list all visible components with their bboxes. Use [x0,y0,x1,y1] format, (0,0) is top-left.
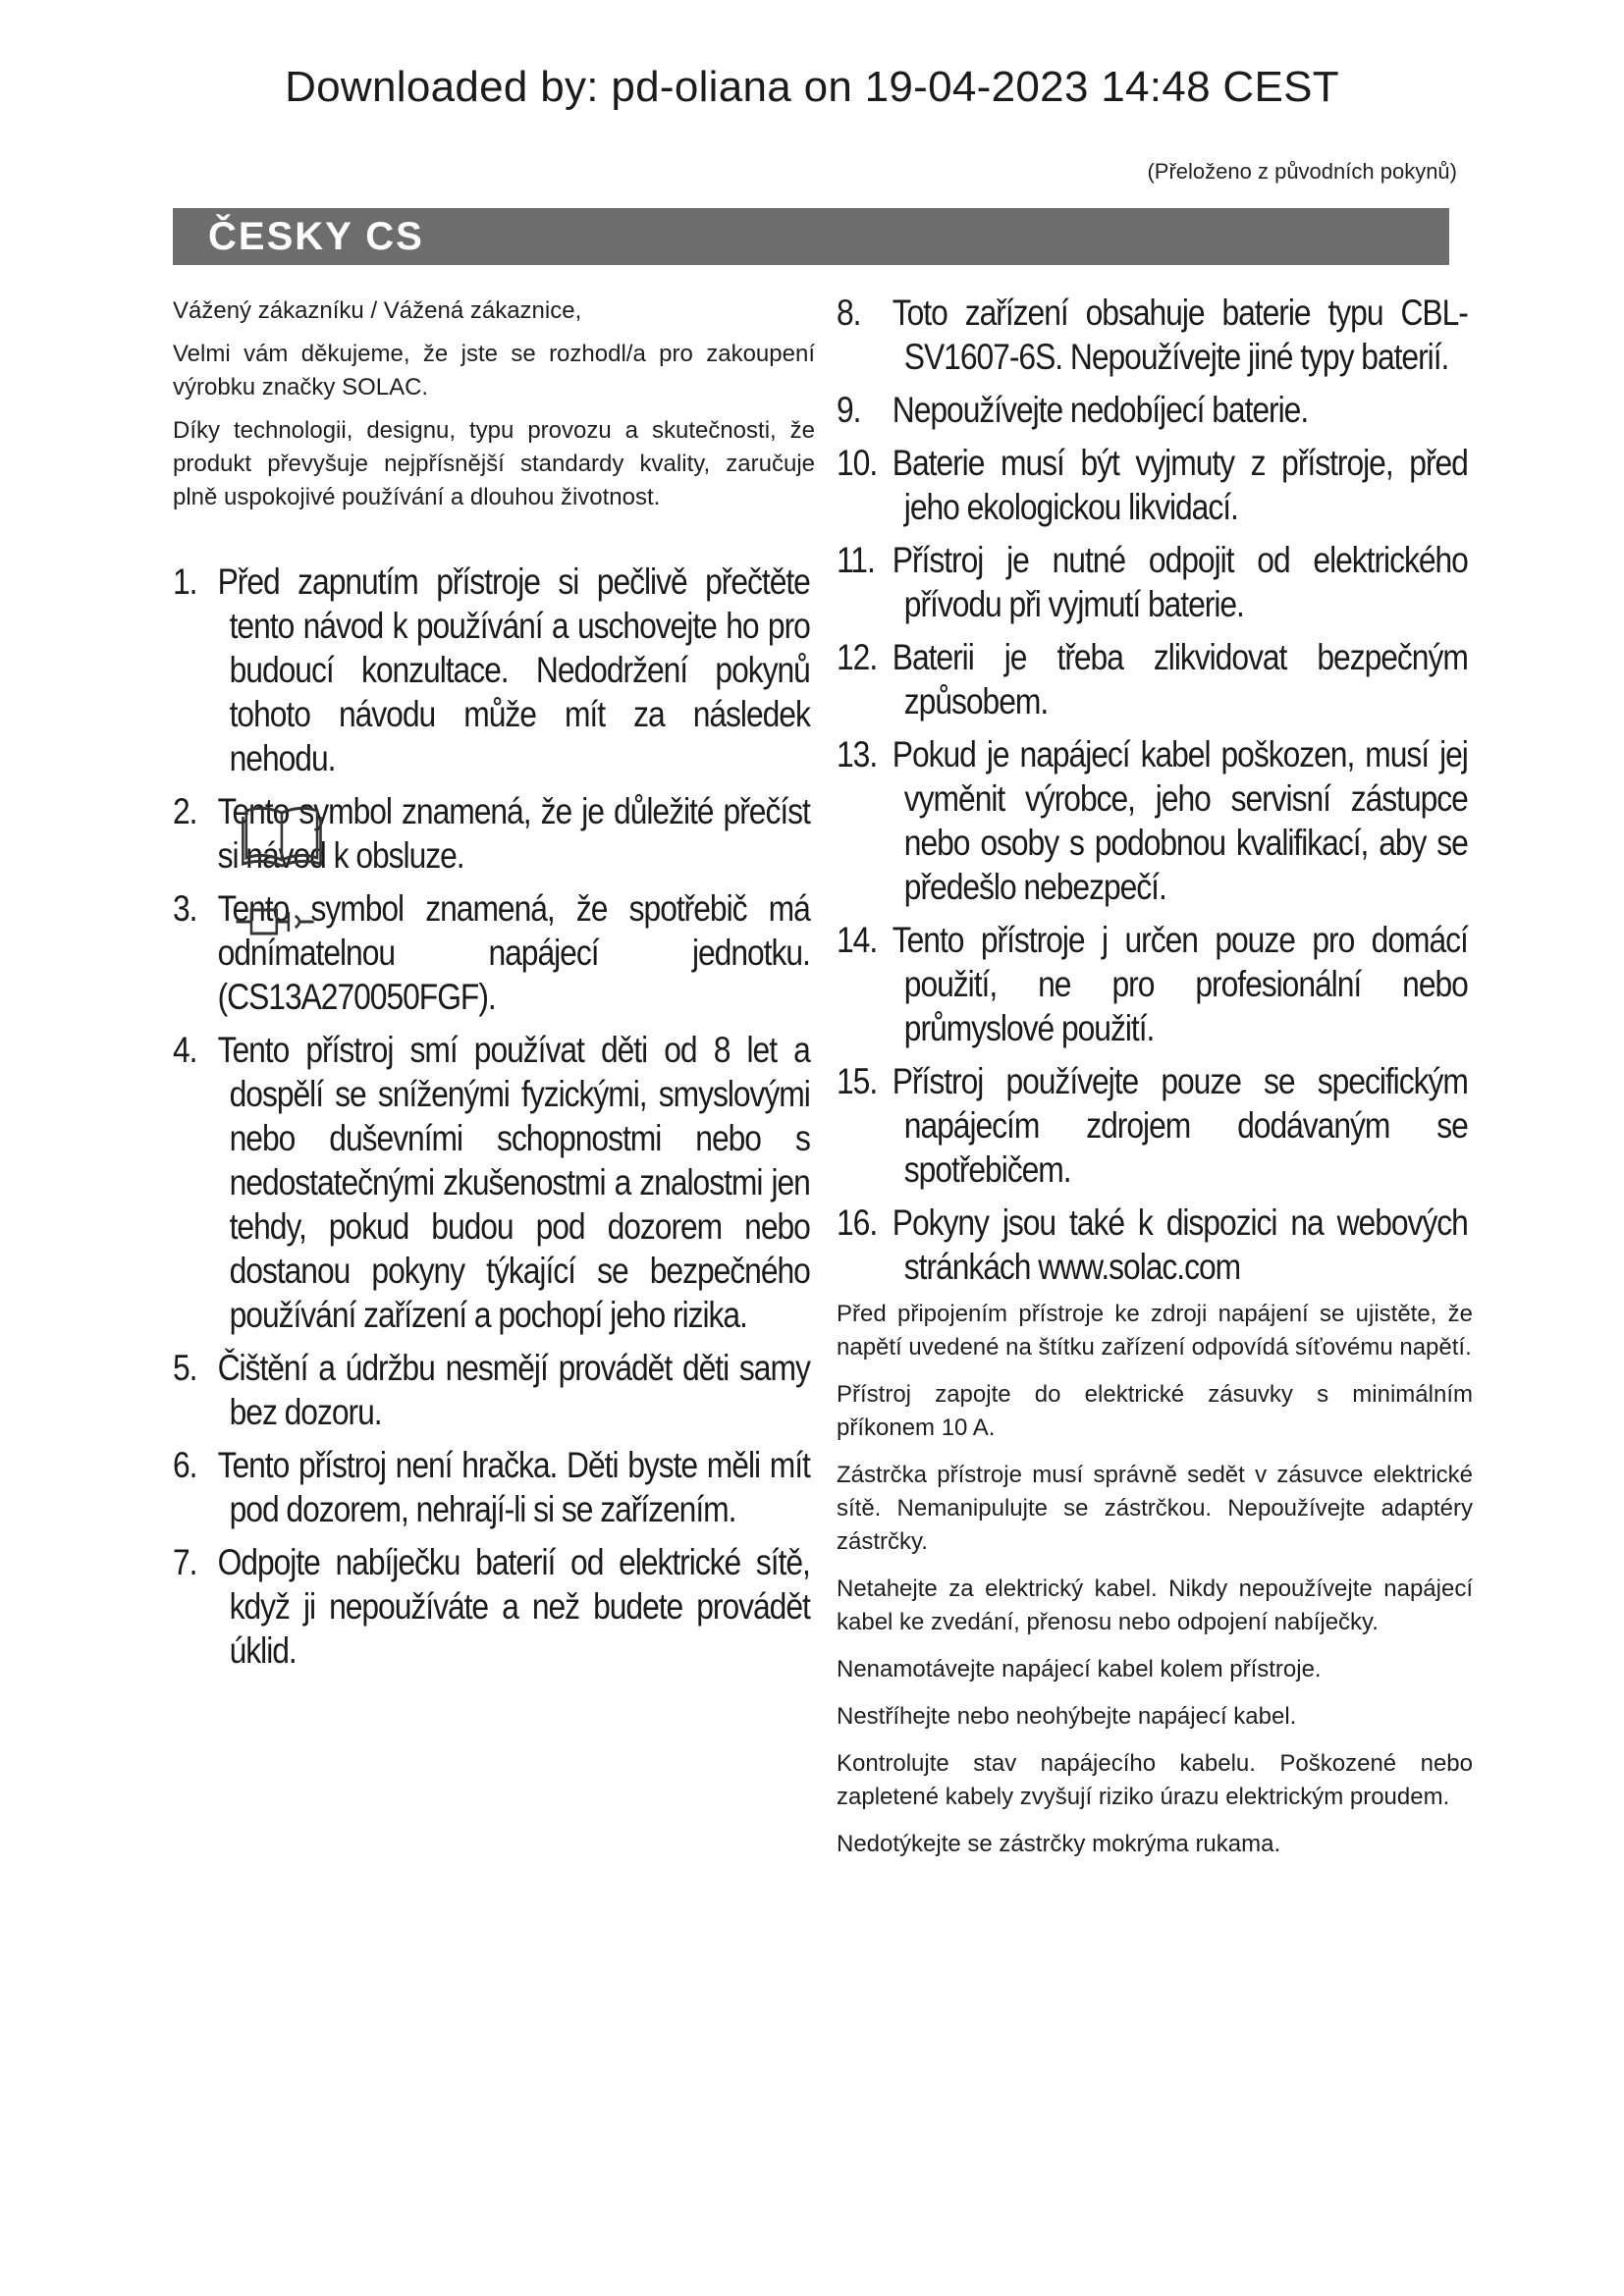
electrical-notes [837,1298,1473,1861]
language-bar: ČESKY CS [173,208,1449,265]
right-column [837,291,1473,1875]
note-paragraph: Přístroj zapojte do elektrické zásuvky s minimálním příkonem 10 A. [837,1381,1473,1441]
greeting: Vážený zákazníku / Vážená zákaznice, [173,297,582,324]
note-paragraph: Kontrolujte stav napájecího kabelu. Poškozené nebo zapletené kabely zvyšují riziko úrazu elektrickým proudem. [837,1750,1473,1810]
item-text: symbol znamená, že spotřebič má odnímatelnou napájecí jednotku. (CS13A270050FGF). [217,888,810,1017]
note-paragraph: Zástrčka přístroje musí správně sedět v zásuvce elektrické sítě. Nemanipulujte se zástrčkou. Nepoužívejte adaptéry zástrčky. [837,1462,1473,1555]
thanks-paragraph: Velmi vám děkujeme, že jste se rozhodl/a pro zakoupení výrobku značky SOLAC. [173,341,815,400]
note-paragraph: Nestříhejte nebo neohýbejte napájecí kabel. [837,1703,1297,1730]
item-text: Pokud je napájecí kabel poškozen, musí jej vyměnit výrobce, jeho servisní zástupce nebo osoby s podobnou kvalifikací, aby se předešlo nebezpečí. [892,734,1468,907]
list-item [837,1059,1473,1192]
item-number: 10. [837,443,878,483]
open-book-icon [242,803,323,868]
list-item [173,886,815,1019]
intro-block [173,294,815,514]
item-text: Tento přístroj není hračka. Děti byste měli mít pod dozorem, nehrají-li si se zařízením. [217,1445,810,1529]
list-item [173,1346,815,1434]
list-item [837,918,1473,1050]
list-item [173,560,815,780]
item-text: symbol znamená, že je důležité přečíst si návod k obsluze. [217,791,810,876]
safety-list-right [837,291,1473,1289]
item-number: 3. [173,888,197,929]
item-number: 5. [173,1348,197,1388]
item-number: 8. [837,293,861,333]
list-item [173,1540,815,1673]
safety-list-left [173,560,815,1673]
list-item [837,538,1473,626]
item-number: 13. [837,734,878,774]
detachable-power-supply-icon [233,904,317,939]
item-number: 7. [173,1542,197,1582]
item-number: 11. [837,540,875,580]
item-number: 16. [837,1202,878,1243]
list-item [173,1443,815,1531]
item-text: Před zapnutím přístroje si pečlivě přečtěte tento návod k používání a uschovejte ho pro budoucí konzultace. Nedodržení pokynů tohoto návodu může mít za následek nehodu. [217,561,810,778]
note-paragraph: Netahejte za elektrický kabel. Nikdy nepoužívejte napájecí kabel ke zvedání, přenosu nebo odpojení nabíječky. [837,1575,1473,1635]
left-column [173,294,815,1682]
download-line: Downloaded by: pd-oliana on 19-04-2023 14:48 CEST [285,63,1339,111]
item-number: 9. [837,390,861,430]
quality-paragraph: Díky technologii, designu, typu provozu a skutečnosti, že produkt převyšuje nejpřísnější standardy kvality, zaručuje plně uspokojivé používání a dlouhou životnost. [173,417,815,510]
item-text: Baterie musí být vyjmuty z přístroje, před jeho ekologickou likvidací. [892,443,1468,527]
item-text: Čištění a údržbu nesmějí provádět děti samy bez dozoru. [217,1348,810,1432]
item-text: Pokyny jsou také k dispozici na webových stránkách www.solac.com [892,1202,1468,1287]
item-text: Baterii je třeba zlikvidovat bezpečným způsobem. [892,637,1468,721]
list-item [837,635,1473,723]
item-text: Přístroj používejte pouze se specifickým napájecím zdrojem dodávaným se spotřebičem. [892,1061,1468,1190]
item-text: Tento přístroj smí používat děti od 8 let a dospělí se sníženými fyzickými, smyslovými nebo duševními schopnostmi nebo s nedostatečnými zkušenostmi a znalostmi jen tehdy, pokud budou pod dozorem nebo dostanou pokyny týkající se bezpečného používání zařízení a pochopí jeho rizika. [217,1030,810,1335]
list-item [837,732,1473,909]
item-number: 14. [837,920,878,960]
item-number: 6. [173,1445,197,1485]
item-text-wrap [218,789,815,878]
item-number: 12. [837,637,878,677]
note-paragraph: Nedotýkejte se zástrčky mokrýma rukama. [837,1831,1281,1857]
item-text: Přístroj je nutné odpojit od elektrického přívodu při vyjmutí baterie. [892,540,1468,624]
item-lead-word: Tento [217,888,290,929]
note-paragraph: Nenamotávejte napájecí kabel kolem přístroje. [837,1656,1322,1682]
list-item [837,1201,1473,1289]
list-item [837,291,1473,379]
item-text: Odpojte nabíječku baterií od elektrické sítě, když ji nepoužíváte a než budete provádět úklid. [217,1542,810,1671]
list-item [837,441,1473,529]
list-item [173,789,815,878]
item-text: Tento přístroje j určen pouze pro domácí použití, ne pro profesionální nebo průmyslové použití. [892,920,1468,1048]
item-number: 15. [837,1061,878,1101]
item-text: Nepoužívejte nedobíjecí baterie. [892,390,1309,430]
list-item [173,1028,815,1337]
note-paragraph: Před připojením přístroje ke zdroji napájení se ujistěte, že napětí uvedené na štítku zařízení odpovídá síťovému napětí. [837,1301,1473,1361]
item-number: 1. [173,561,197,602]
item-lead-word: Tento [217,791,290,831]
list-item [837,388,1473,432]
item-text: Toto zařízení obsahuje baterie typu CBL-SV1607-6S. Nepoužívejte jiné typy baterií. [892,293,1468,377]
item-text-wrap [218,886,815,1019]
translated-note: (Přeloženo z původních pokynů) [1147,159,1457,184]
item-number: 2. [173,791,197,831]
item-number: 4. [173,1030,197,1070]
